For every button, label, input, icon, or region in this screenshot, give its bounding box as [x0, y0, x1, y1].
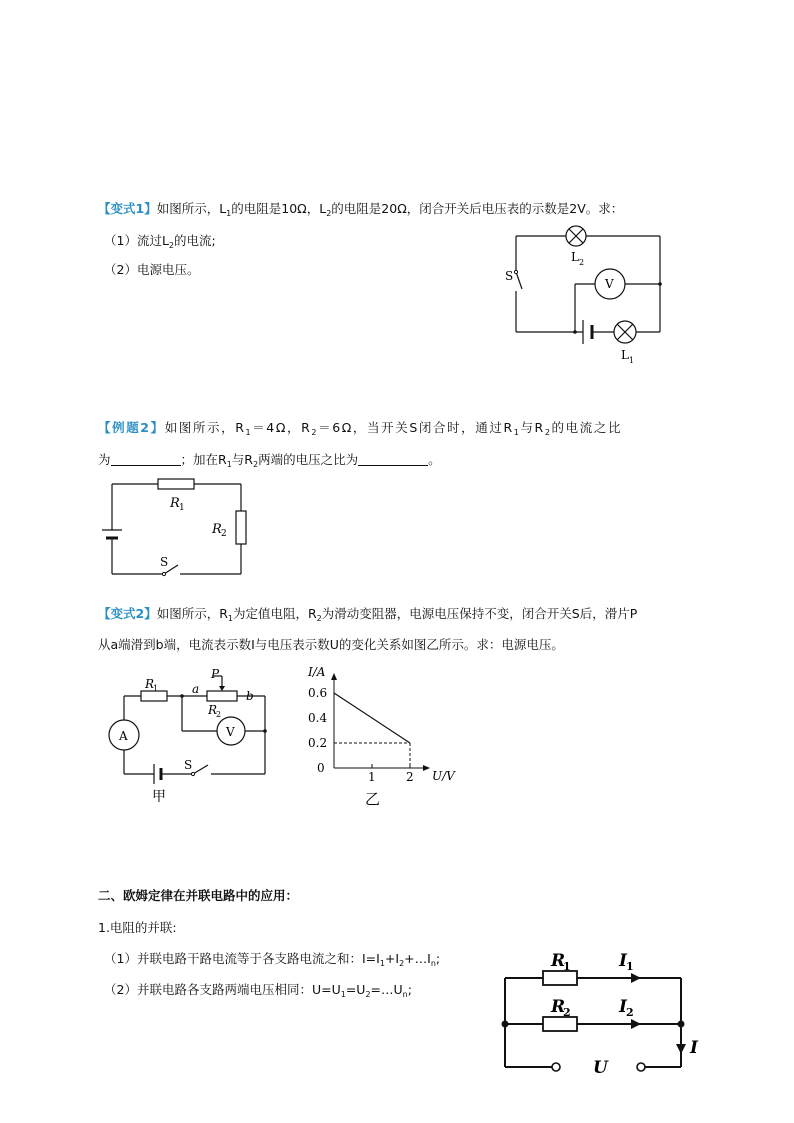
origin-label: 0: [317, 761, 325, 775]
parallel-circuit: [495, 940, 715, 1078]
variant2-circuit: [105, 668, 280, 808]
svg-text:2: 2: [221, 529, 227, 539]
svg-text:I: I: [619, 997, 627, 1017]
svg-text:V: V: [226, 725, 235, 739]
svg-text:I: I: [619, 951, 627, 971]
battery-icon: [154, 764, 161, 784]
section-item2: （2）并联电路各支路两端电压相同：$U=U_1=U_2=\dots U_n$;: [104, 982, 412, 999]
svg-text:S: S: [184, 758, 193, 772]
section-subtitle: 1.电阻的并联:: [98, 920, 177, 935]
svg-text:V: V: [605, 277, 614, 291]
svg-text:R: R: [208, 703, 218, 717]
battery-icon: [102, 530, 122, 538]
graph-caption: 乙: [365, 790, 381, 808]
variant1-question: 【变式1】如图所示，$L_1$的电阻是10Ω，$L_2$的电阻是20Ω，闭合开关后电压表的示数是2V。求：: [98, 201, 624, 218]
svg-text:1: 1: [179, 503, 185, 513]
series-line: [334, 693, 410, 743]
terminal-icon: [637, 1063, 645, 1071]
svg-text:S: S: [160, 555, 169, 569]
section-item1: （1）并联电路干路电流等于各支路电流之和：$I=I_1+I_2+\dots I_n$;: [104, 951, 441, 968]
svg-text:A: A: [119, 729, 128, 743]
svg-text:b: b: [246, 689, 254, 703]
svg-text:2: 2: [579, 258, 585, 267]
variant1-tag: 【变式1】: [98, 201, 157, 216]
iu-graph: [300, 660, 460, 810]
example2-tag: 【例题2】: [98, 420, 165, 435]
svg-text:L: L: [571, 250, 579, 264]
section-title: 二、欧姆定律在并联电路中的应用：: [98, 888, 299, 903]
y-axis-arrow: [331, 673, 337, 680]
svg-text:甲: 甲: [152, 789, 166, 805]
variant1-q1: （1）流过$L_2$的电流;: [104, 233, 216, 250]
svg-text:2: 2: [626, 1006, 634, 1019]
svg-text:1: 1: [563, 960, 571, 973]
x-tick-label: 1: [368, 770, 376, 784]
svg-text:R: R: [145, 677, 155, 691]
answer-blank[interactable]: [111, 453, 181, 466]
example2-circuit: [100, 478, 250, 580]
y-tick-label: 0.4: [308, 711, 328, 725]
x-axis-arrow: [423, 765, 430, 771]
variant1-circuit: [495, 222, 675, 367]
lamp-icon: [566, 226, 586, 246]
svg-text:1: 1: [626, 960, 634, 973]
svg-text:R: R: [212, 522, 222, 537]
rheostat-icon: [207, 691, 237, 701]
example2-line2: 为 ；加在$R_1$与$R_2$两端的电压之比为 。: [98, 452, 441, 469]
variant2-line1: 【变式2】如图所示，$R_1$为定值电阻，$R_2$为滑动变阻器，电源电压保持不变，闭合开关S后，滑片P: [98, 606, 638, 623]
y-axis-label: I/A: [308, 665, 326, 679]
svg-text:P: P: [211, 667, 220, 681]
svg-text:L: L: [621, 348, 629, 362]
arrow-icon: [631, 973, 641, 983]
y-tick-label: 0.2: [308, 736, 328, 750]
x-axis-label: U/V: [432, 769, 455, 783]
variant2-line2: 从a端滑到b端，电流表示数I与电压表示数U的变化关系如图乙所示。求：电源电压。: [98, 637, 564, 652]
variant1-q2: （2）电源电压。: [104, 262, 200, 277]
svg-text:I: I: [690, 1038, 698, 1058]
x-tick-label: 2: [406, 770, 414, 784]
answer-blank[interactable]: [358, 453, 428, 466]
svg-text:R: R: [170, 496, 180, 511]
svg-text:1: 1: [629, 356, 635, 365]
svg-text:U: U: [593, 1058, 608, 1078]
terminal-icon: [552, 1063, 560, 1071]
svg-text:S: S: [505, 269, 514, 283]
resistor-icon: [158, 479, 194, 489]
arrow-icon: [631, 1019, 641, 1029]
variant2-tag: 【变式2】: [98, 606, 157, 621]
resistor-icon: [543, 1017, 577, 1031]
svg-text:2: 2: [216, 710, 222, 719]
battery-icon: [583, 320, 592, 344]
arrow-icon: [676, 1044, 686, 1054]
example2-line1: 【例题2】如图所示，$R_1=4\Omega$，$R_2=6\Omega$，当开关S闭合时，通过$R_1$与$R_2$的电流之比: [98, 420, 623, 437]
resistor-icon: [236, 511, 246, 544]
svg-text:2: 2: [563, 1006, 571, 1019]
svg-text:R: R: [551, 997, 566, 1017]
svg-text:a: a: [192, 682, 200, 696]
lamp-icon: [614, 321, 636, 343]
svg-text:1: 1: [153, 684, 159, 693]
y-tick-label: 0.6: [308, 686, 328, 700]
svg-text:R: R: [551, 951, 566, 971]
resistor-icon: [543, 971, 577, 985]
